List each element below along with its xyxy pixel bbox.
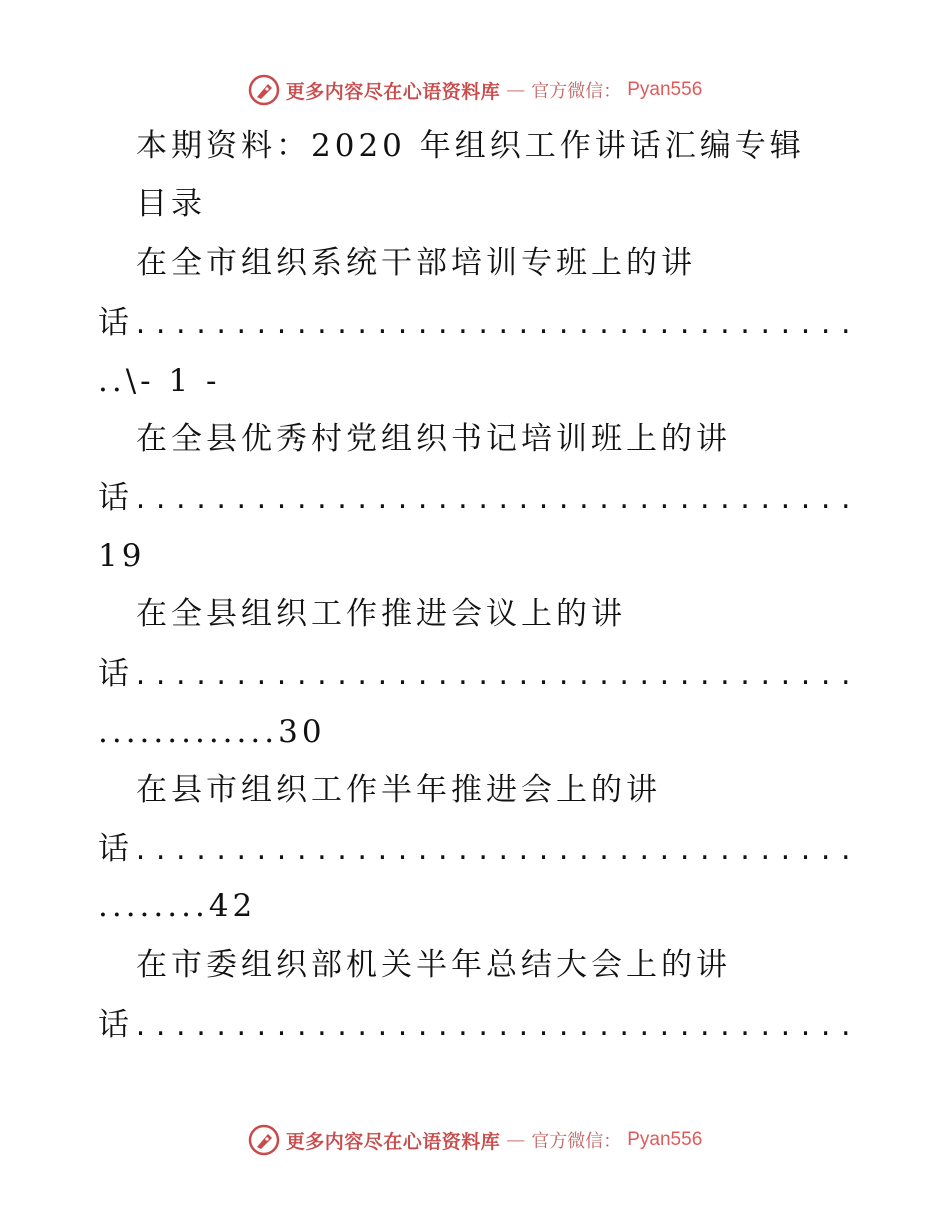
- footer-banner: [0, 1120, 950, 1160]
- banner-slogan: 更多内容尽在心语资料库: [285, 1130, 501, 1153]
- toc-entry-title[interactable]: 在全县组织工作推进会议上的讲: [136, 596, 626, 632]
- toc-entry-page: 19: [98, 538, 146, 574]
- toc-entry-leader: [98, 1005, 858, 1047]
- header-banner: [0, 70, 950, 110]
- toc-entry-title[interactable]: 在全市组织系统干部培训专班上的讲: [136, 245, 696, 281]
- toc-entry-title[interactable]: 在全县优秀村党组织书记培训班上的讲: [136, 421, 731, 457]
- toc-entry-page: ..\- 1 -: [98, 363, 221, 399]
- toc-leader-dots: ....................................: [133, 1012, 859, 1041]
- toc-entry-leader: [98, 829, 858, 871]
- toc-leader-dots: ....................................: [133, 310, 859, 339]
- toc-heading: 目录: [136, 186, 206, 222]
- banner-wechat-label: 官方微信：: [531, 81, 622, 102]
- pen-nib-logo-icon: [248, 74, 280, 106]
- toc-entry-tail: 话: [98, 656, 133, 692]
- toc-entry-leader: [98, 303, 858, 345]
- toc-entry-tail: 话: [98, 305, 133, 341]
- toc-entry-tail: 话: [98, 480, 133, 516]
- banner-slogan: 更多内容尽在心语资料库: [285, 80, 501, 103]
- banner-separator: —: [506, 79, 526, 101]
- toc-leader-dots: ....................................: [133, 485, 859, 514]
- banner-wechat-id: Pyan556: [627, 1129, 703, 1150]
- toc-entry-leader: [98, 654, 858, 696]
- toc-entry-title[interactable]: 在市委组织部机关半年总结大会上的讲: [136, 947, 731, 983]
- pen-nib-logo-icon: [248, 1124, 280, 1156]
- banner-wechat-id: Pyan556: [627, 79, 703, 100]
- toc-entry-tail: 话: [98, 1007, 133, 1043]
- toc-entry-leader: [98, 478, 858, 520]
- toc-entry-title[interactable]: 在县市组织工作半年推进会上的讲: [136, 772, 661, 808]
- banner-separator: —: [506, 1129, 526, 1151]
- toc-entry-page: ........42: [98, 888, 257, 924]
- toc-leader-dots: ....................................: [133, 836, 859, 865]
- banner-wechat-label: 官方微信：: [531, 1131, 622, 1152]
- toc-leader-dots: ....................................: [133, 661, 859, 690]
- document-title: 本期资料：2020 年组织工作讲话汇编专辑: [136, 128, 805, 164]
- toc-entry-tail: 话: [98, 831, 133, 867]
- toc-entry-page: .............30: [98, 714, 326, 750]
